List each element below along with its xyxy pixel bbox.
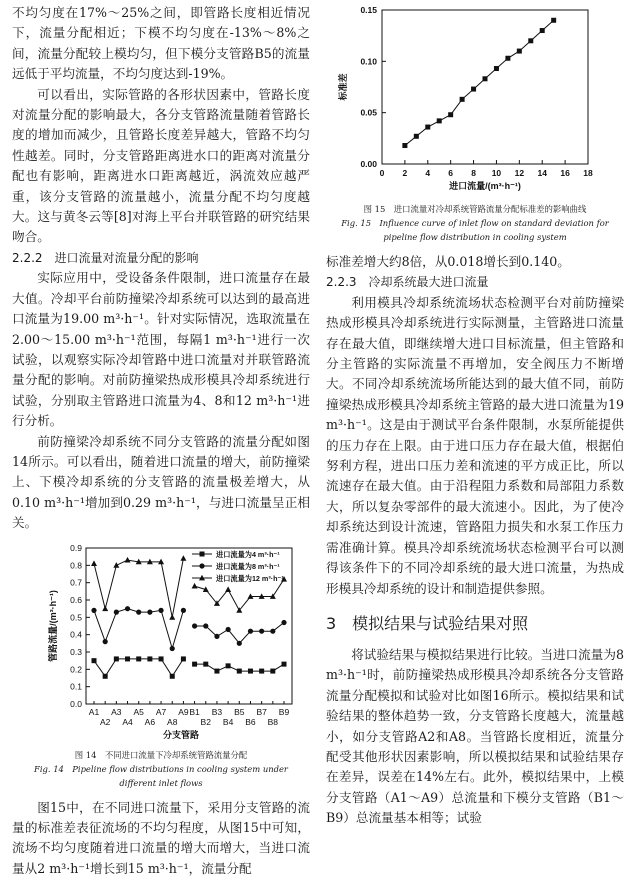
fig14-legend-label: 进口流量为4 m³·h⁻¹ (216, 549, 280, 559)
fig14-data-point (270, 668, 275, 673)
fig14-xtick-label: A3 (111, 706, 122, 717)
fig14-caption-en-1: Fig. 14 Pipeline flow distributions in cooling system under (34, 763, 288, 774)
fig15-data-point (494, 66, 499, 71)
left-paragraph-4: 前防撞梁冷却系统不同分支管路的流量分配如图14所示。可以看出，随着进口流量的增大，前防撞梁上、下模冷却系统的分支管路的流量极差增大，从0.10 m³·h⁻¹增加到0.29 m³·h⁻¹，与进口流量呈正相关。 (12, 433, 310, 531)
fig15-data-point (460, 97, 465, 102)
fig14-data-point (158, 607, 163, 612)
fig14-legend-label: 进口流量为8 m³·h⁻¹ (216, 561, 280, 571)
left-paragraph-1: 不均匀度在17%～25%之间，即管路长度相近情况下，流量分配相近；下模不均匀度在-13%～8%之间，流量分配较上模均匀，但下模分支管路B5的流量远低于平均流量，不均匀度达到-19%。 (12, 5, 310, 82)
fig14-xtick-label: A6 (144, 716, 156, 727)
right-column (326, 0, 624, 829)
fig15-data-point (540, 28, 545, 33)
fig14-data-point (113, 562, 119, 568)
fig14-xtick-label: B9 (278, 706, 290, 717)
fig14-xtick-label: B4 (222, 716, 234, 727)
fig15-xtick-label: 10 (491, 168, 502, 178)
figure-14 (12, 538, 310, 790)
fig15-caption-en-2: pipeline flow distribution in cooling system (383, 232, 567, 242)
fig14-ytick-label: 0.7 (70, 577, 82, 588)
fig15-data-point (471, 87, 476, 92)
section-heading-2-2-3: 2.2.3 冷却系统最大进口流量 (326, 275, 489, 290)
fig15-ylabel: 标准差 (338, 73, 348, 101)
fig15-data-point (483, 76, 488, 81)
left-column (12, 0, 310, 879)
fig15-xtick-label: 2 (402, 168, 408, 178)
fig14-data-point (114, 609, 119, 614)
fig15-xtick-label: 4 (425, 168, 431, 178)
left-paragraph-3: 实际应用中，受设备条件限制，进口流量存在最大值。冷却平台前防撞梁冷却系统可以达到的最高进口流量为19.00 m³·h⁻¹。针对实际情况，选取流量在2.00～15.00 m³·h⁻¹范围，每隔1 m³·h⁻¹进行一次试验，以观察实际冷却管路中进口流量对并联管路流量分配的影响。对前防撞梁热成形模具冷却系统进行试验，分别取主管路进口流量为4、8和12 m³·h⁻¹进行分析。 (12, 270, 310, 429)
fig15-xtick-label: 12 (514, 168, 525, 178)
fig15-ytick-label: 0.15 (360, 5, 377, 15)
fig14-data-point (91, 607, 96, 612)
fig14-data-point (147, 656, 152, 661)
fig14-xtick-label: A4 (122, 716, 133, 727)
right-paragraph-1: 标准差增大约8倍，从0.018增长到0.140。 (326, 254, 570, 269)
fig14-data-point (169, 614, 175, 620)
fig14-chart (12, 538, 310, 740)
fig14-ytick-label: 0.9 (70, 542, 82, 553)
fig14-series-line (195, 579, 284, 610)
fig15-xtick-label: 6 (448, 168, 454, 178)
fig14-data-point (125, 606, 130, 611)
fig14-xtick-label: A7 (155, 706, 167, 717)
fig14-data-point (203, 623, 208, 628)
fig14-xtick-label: B6 (245, 716, 256, 727)
fig15-chart (326, 0, 624, 196)
fig14-data-point (125, 556, 131, 562)
fig14-xtick-label: A2 (99, 716, 111, 727)
fig15-ytick-label: 0.05 (360, 107, 377, 118)
fig14-plot-frame (86, 548, 292, 704)
right-paragraph-3: 将试验结果与模拟结果进行比较。当进口流量为8 m³·h⁻¹时，前防撞梁热成形模具冷却系统各分支管路流量分配模拟和试验对比如图16所示。模拟结果和试验结果的整体趋势一致，分支管路长度越大，流量越小，如分支管路A2和A8。当管路长度相近，流量分配受其他形状因素影响，所以模拟结果和试验结果存在差异，误差在14%左右。此外，模拟结果中，上模分支管路（A1～A9）总流量和下模分支管路（B1～B9）总流量基本相等；试验 (326, 646, 624, 826)
fig15-xtick-label: 8 (471, 168, 476, 178)
fig14-ytick-label: 0.5 (70, 611, 82, 622)
fig14-data-point (170, 673, 175, 678)
fig15-xtick-label: 18 (583, 168, 593, 178)
fig15-data-point (437, 118, 442, 123)
fig15-data-point (528, 38, 533, 43)
fig15-data-point (505, 56, 510, 61)
fig14-data-point (159, 656, 164, 661)
fig14-data-point (259, 668, 264, 673)
fig14-data-point (282, 661, 287, 666)
section-heading-3: 3 模拟结果与试验结果对照 (326, 613, 529, 633)
fig14-data-point (180, 555, 186, 561)
fig14-caption-en-2: different inlet flows (119, 777, 203, 788)
fig15-ytick-label: 0.00 (360, 159, 377, 169)
fig14-series-line (94, 658, 183, 675)
fig14-xtick-label: B5 (234, 706, 245, 717)
fig14-data-point (214, 668, 219, 673)
fig15-ytick-label: 0.10 (360, 56, 377, 67)
fig14-xlabel: 分支管路 (162, 729, 200, 740)
fig14-xtick-label: B2 (200, 716, 211, 727)
fig14-data-point (114, 656, 119, 661)
fig14-data-point (248, 628, 253, 633)
fig14-data-point (136, 656, 141, 661)
fig14-data-point (181, 607, 186, 612)
fig14-legend-marker (200, 551, 205, 556)
fig14-data-point (192, 582, 198, 588)
section-heading-2-2-2: 2.2.2 进口流量对流量分配的影响 (12, 250, 199, 265)
fig14-legend-label: 进口流量为12 m³·h⁻¹ (216, 573, 284, 583)
fig14-ytick-label: 0.0 (70, 698, 82, 709)
fig14-xtick-label: B1 (189, 706, 200, 717)
fig14-data-point (147, 609, 152, 614)
fig14-data-point (91, 560, 97, 566)
fig14-data-point (125, 656, 130, 661)
fig14-data-point (270, 628, 275, 633)
fig14-ylabel: 管路流量/(m³·h⁻¹) (48, 589, 58, 662)
fig14-xtick-label: B8 (267, 716, 279, 727)
left-paragraph-2: 可以看出，实际管路的各形状因素中，管路长度对流量分配的影响最大，各分支管路流量随着管路长度的增加而减少，且管路长度差异越大，管路不均匀性越差。同时，分支管路距离进水口的距离对流量分配也有影响，距离进水口距离越近，涡流效应越严重，该分支管路的流量越小，流量分配不均匀度越大。这与黄冬云等[8]对海上平台并联管路的研究结果吻合。 (12, 86, 310, 245)
figure-15 (326, 0, 624, 244)
fig14-data-point (170, 645, 175, 650)
fig14-data-point (103, 673, 108, 678)
fig14-xtick-label: A9 (178, 706, 189, 717)
fig14-data-point (103, 639, 108, 644)
fig15-data-point (402, 143, 407, 148)
fig14-xtick-label: A1 (88, 706, 100, 717)
fig15-xtick-label: 0 (379, 168, 385, 178)
fig15-xtick-label: 14 (537, 168, 547, 178)
fig14-xtick-label: A5 (133, 706, 144, 717)
fig14-ytick-label: 0.1 (70, 681, 82, 692)
fig14-ytick-label: 0.3 (70, 646, 82, 657)
fig14-data-point (259, 628, 264, 633)
fig14-data-point (203, 661, 208, 666)
fig14-data-point (225, 586, 231, 592)
fig14-data-point (192, 623, 197, 628)
fig14-data-point (281, 619, 286, 624)
fig14-ytick-label: 0.6 (70, 594, 82, 605)
fig14-data-point (192, 661, 197, 666)
fig14-data-point (226, 626, 231, 631)
fig14-legend-marker (199, 563, 204, 568)
fig15-plot-frame (382, 10, 588, 164)
fig15-data-point (425, 125, 430, 130)
fig14-series-line (94, 558, 183, 617)
fig14-data-point (248, 668, 253, 673)
fig14-data-point (226, 663, 231, 668)
fig14-data-point (237, 668, 242, 673)
fig15-caption-zh: 图 15 进口流量对冷却系统管路流量分配标准差的影响曲线 (363, 204, 587, 214)
fig14-caption-zh: 图 14 不同进口流量下冷却系统管路流量分配 (74, 749, 248, 760)
fig14-ytick-label: 0.2 (70, 663, 82, 674)
fig14-data-point (102, 605, 108, 611)
fig14-data-point (92, 658, 97, 663)
fig14-ytick-label: 0.8 (70, 559, 82, 570)
fig14-xtick-label: B3 (211, 706, 223, 717)
fig15-data-point (448, 112, 453, 117)
fig14-data-point (136, 609, 141, 614)
fig15-data-point (517, 49, 522, 54)
fig14-xtick-label: B7 (256, 706, 267, 717)
fig15-caption-en-1: Fig. 15 Influence curve of inlet flow on standard deviation for (341, 218, 609, 228)
fig14-ytick-label: 0.4 (70, 629, 82, 640)
fig15-xtick-label: 16 (560, 168, 570, 178)
fig15-xlabel: 进口流量/(m³·h⁻¹) (449, 181, 521, 191)
fig14-data-point (181, 656, 186, 661)
fig15-data-point (551, 18, 556, 23)
fig14-data-point (214, 633, 219, 638)
right-paragraph-2: 利用模具冷却系统流场状态检测平台对前防撞梁热成形模具冷却系统进行实际测量，主管路进口流量存在最大值，即继续增大进口目标流量，但主管路和分主管路的实际流量不再增加，安全阀压力不断增大。不同冷却系统流场所能达到的最大值不同，前防撞梁热成形模具冷却系统主管路的最大进口流量为19 m³·h⁻¹。这是由于测试平台条件限制，水泵所能提供的压力存在上限。由于进口压力存在最大值，根据伯努利方程，进出口压力差和流速的平方成正比，所以流速存在最大值。由于沿程阻力系数和局部阻力系数大，所以复杂零部件的最大流速小。因此，为了使冷却系统达到设计流速，管路阻力损失和水泵工作压力需准确计算。模具冷却系统流场状态检测平台可以测得该条件下的不同冷却系统的最大进口流量，为热成形模具冷却系统的设计和制造提供参照。 (326, 294, 624, 596)
fig15-data-point (414, 134, 419, 139)
fig14-data-point (237, 640, 242, 645)
left-paragraph-5: 图15中，在不同进口流量下，采用分支管路的流量的标准差表征流场的不均匀程度，从图15中可知，流场不均匀度随着进口流量的增大而增大，当进口流量从2 m³·h⁻¹增长到15 m³·h⁻¹，流量分配 (12, 799, 310, 876)
fig14-xtick-label: A8 (167, 716, 178, 727)
